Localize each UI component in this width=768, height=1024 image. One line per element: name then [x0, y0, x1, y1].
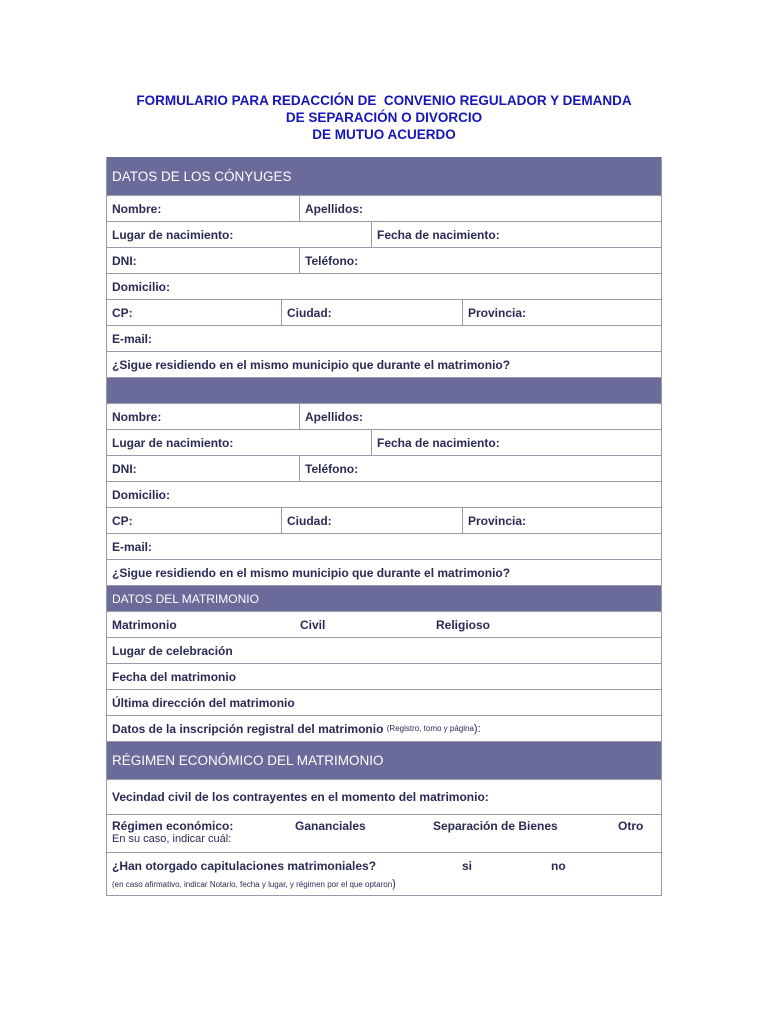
vecindad-row: [107, 780, 661, 815]
spouse1-email-row: [107, 326, 661, 352]
section-header-conyuges-label: DATOS DE LOS CÓNYUGES: [112, 168, 292, 184]
spouse2-domicilio-row: [107, 482, 661, 508]
spouse2-name-row: [107, 404, 661, 430]
spouse2-dni-row: [107, 456, 661, 482]
title-line-3: DE MUTUO ACUERDO: [312, 127, 456, 142]
spouse1-name-row: [107, 196, 661, 222]
fecha-matrimonio-field[interactable]: Fecha del matrimonio: [112, 669, 237, 684]
spouse2-email-row: [107, 534, 661, 560]
spouse1-cp-field[interactable]: CP:: [112, 305, 133, 320]
fecha-matrimonio-row: [107, 664, 661, 690]
matrimonio-label: Matrimonio: [112, 618, 177, 632]
no-option[interactable]: no: [551, 859, 566, 873]
spouse1-residencia-question[interactable]: ¿Sigue residiendo en el mismo municipio que durante el matrimonio?: [112, 357, 511, 372]
religioso-option[interactable]: Religioso: [436, 618, 491, 632]
spouse1-lugar-nacimiento-field[interactable]: Lugar de nacimiento:: [112, 227, 234, 242]
otro-option[interactable]: Otro: [618, 819, 644, 833]
regimen-row: [107, 815, 661, 853]
spouse2-dni-field[interactable]: DNI:: [112, 461, 137, 476]
section-header-matrimonio-label: DATOS DEL MATRIMONIO: [112, 591, 259, 606]
ultima-direccion-field[interactable]: Última dirección del matrimonio: [112, 695, 295, 710]
spouse1-dni-row: [107, 248, 661, 274]
spouse2-domicilio-field[interactable]: Domicilio:: [112, 487, 171, 502]
spouse1-birth-row: [107, 222, 661, 248]
inscripcion-label: Datos de la inscripción registral del matrimonio: [112, 721, 384, 736]
spouse1-fecha-nacimiento-field[interactable]: Fecha de nacimiento:: [371, 222, 661, 247]
spouse2-provincia-field[interactable]: Provincia:: [462, 508, 661, 533]
spouse2-residencia-row: [107, 560, 661, 586]
spouse1-apellidos-field[interactable]: Apellidos:: [299, 196, 661, 221]
ultima-direccion-row: [107, 690, 661, 716]
spouse1-domicilio-row: [107, 274, 661, 300]
title-line-1: FORMULARIO PARA REDACCIÓN DE CONVENIO REGULADOR Y DEMANDA: [136, 93, 632, 108]
spouse2-residencia-question[interactable]: ¿Sigue residiendo en el mismo municipio que durante el matrimonio?: [112, 565, 511, 580]
spouse1-nombre-field[interactable]: Nombre:: [112, 201, 162, 216]
lugar-celebracion-field[interactable]: Lugar de celebración: [112, 643, 233, 658]
spouse1-ciudad-field[interactable]: Ciudad:: [281, 300, 462, 325]
spouse1-address-row: [107, 300, 661, 326]
spouse1-dni-field[interactable]: DNI:: [112, 253, 137, 268]
capitulaciones-question: ¿Han otorgado capitulaciones matrimoniales?: [112, 859, 377, 873]
spouse1-provincia-field[interactable]: Provincia:: [462, 300, 661, 325]
section-header-conyuges: [107, 157, 661, 196]
section-header-regimen: [107, 742, 661, 780]
spouse2-address-row: [107, 508, 661, 534]
inscripcion-note: (Registro, tomo y página: [386, 724, 474, 733]
separacion-bienes-option[interactable]: Separación de Bienes: [433, 819, 558, 833]
spouse2-email-field[interactable]: E-mail:: [112, 539, 153, 554]
spouse1-domicilio-field[interactable]: Domicilio:: [112, 279, 171, 294]
gananciales-option[interactable]: Gananciales: [295, 819, 366, 833]
form-title: [0, 92, 768, 143]
spouse2-fecha-nacimiento-field[interactable]: Fecha de nacimiento:: [371, 430, 661, 455]
lugar-celebracion-row: [107, 638, 661, 664]
spouse2-cp-field[interactable]: CP:: [112, 513, 133, 528]
civil-option[interactable]: Civil: [300, 618, 326, 632]
si-option[interactable]: si: [462, 859, 473, 873]
inscripcion-field[interactable]: [107, 716, 661, 741]
spouse2-lugar-nacimiento-field[interactable]: Lugar de nacimiento:: [112, 435, 234, 450]
regimen-label: Régimen económico:: [112, 819, 234, 833]
inscripcion-row: [107, 716, 661, 742]
section-separator: [107, 378, 661, 404]
capitulaciones-note: (en caso afirmativo, indicar Notario, fecha y lugar, y régimen por el que optaron: [112, 880, 393, 889]
capitulaciones-note-line: [112, 876, 396, 890]
spouse1-email-field[interactable]: E-mail:: [112, 331, 153, 346]
spouse2-telefono-field[interactable]: Teléfono:: [299, 456, 661, 481]
spouse2-birth-row: [107, 430, 661, 456]
section-header-matrimonio: [107, 586, 661, 612]
indicar-cual-label: En su caso, indicar cuál:: [112, 833, 232, 845]
spouse2-ciudad-field[interactable]: Ciudad:: [281, 508, 462, 533]
matrimonio-type-row: [107, 612, 661, 638]
capitulaciones-close: ): [392, 878, 396, 890]
form-table: [106, 157, 662, 896]
spouse1-telefono-field[interactable]: Teléfono:: [299, 248, 661, 273]
vecindad-field[interactable]: Vecindad civil de los contrayentes en el momento del matrimonio:: [112, 790, 489, 804]
title-line-2: DE SEPARACIÓN O DIVORCIO: [285, 110, 483, 125]
spouse1-residencia-row: [107, 352, 661, 378]
section-header-regimen-label: RÉGIMEN ECONÓMICO DEL MATRIMONIO: [112, 753, 384, 768]
spouse2-nombre-field[interactable]: Nombre:: [112, 409, 162, 424]
inscripcion-close: ):: [473, 722, 481, 735]
spouse2-apellidos-field[interactable]: Apellidos:: [299, 404, 661, 429]
capitulaciones-row: [107, 853, 661, 896]
